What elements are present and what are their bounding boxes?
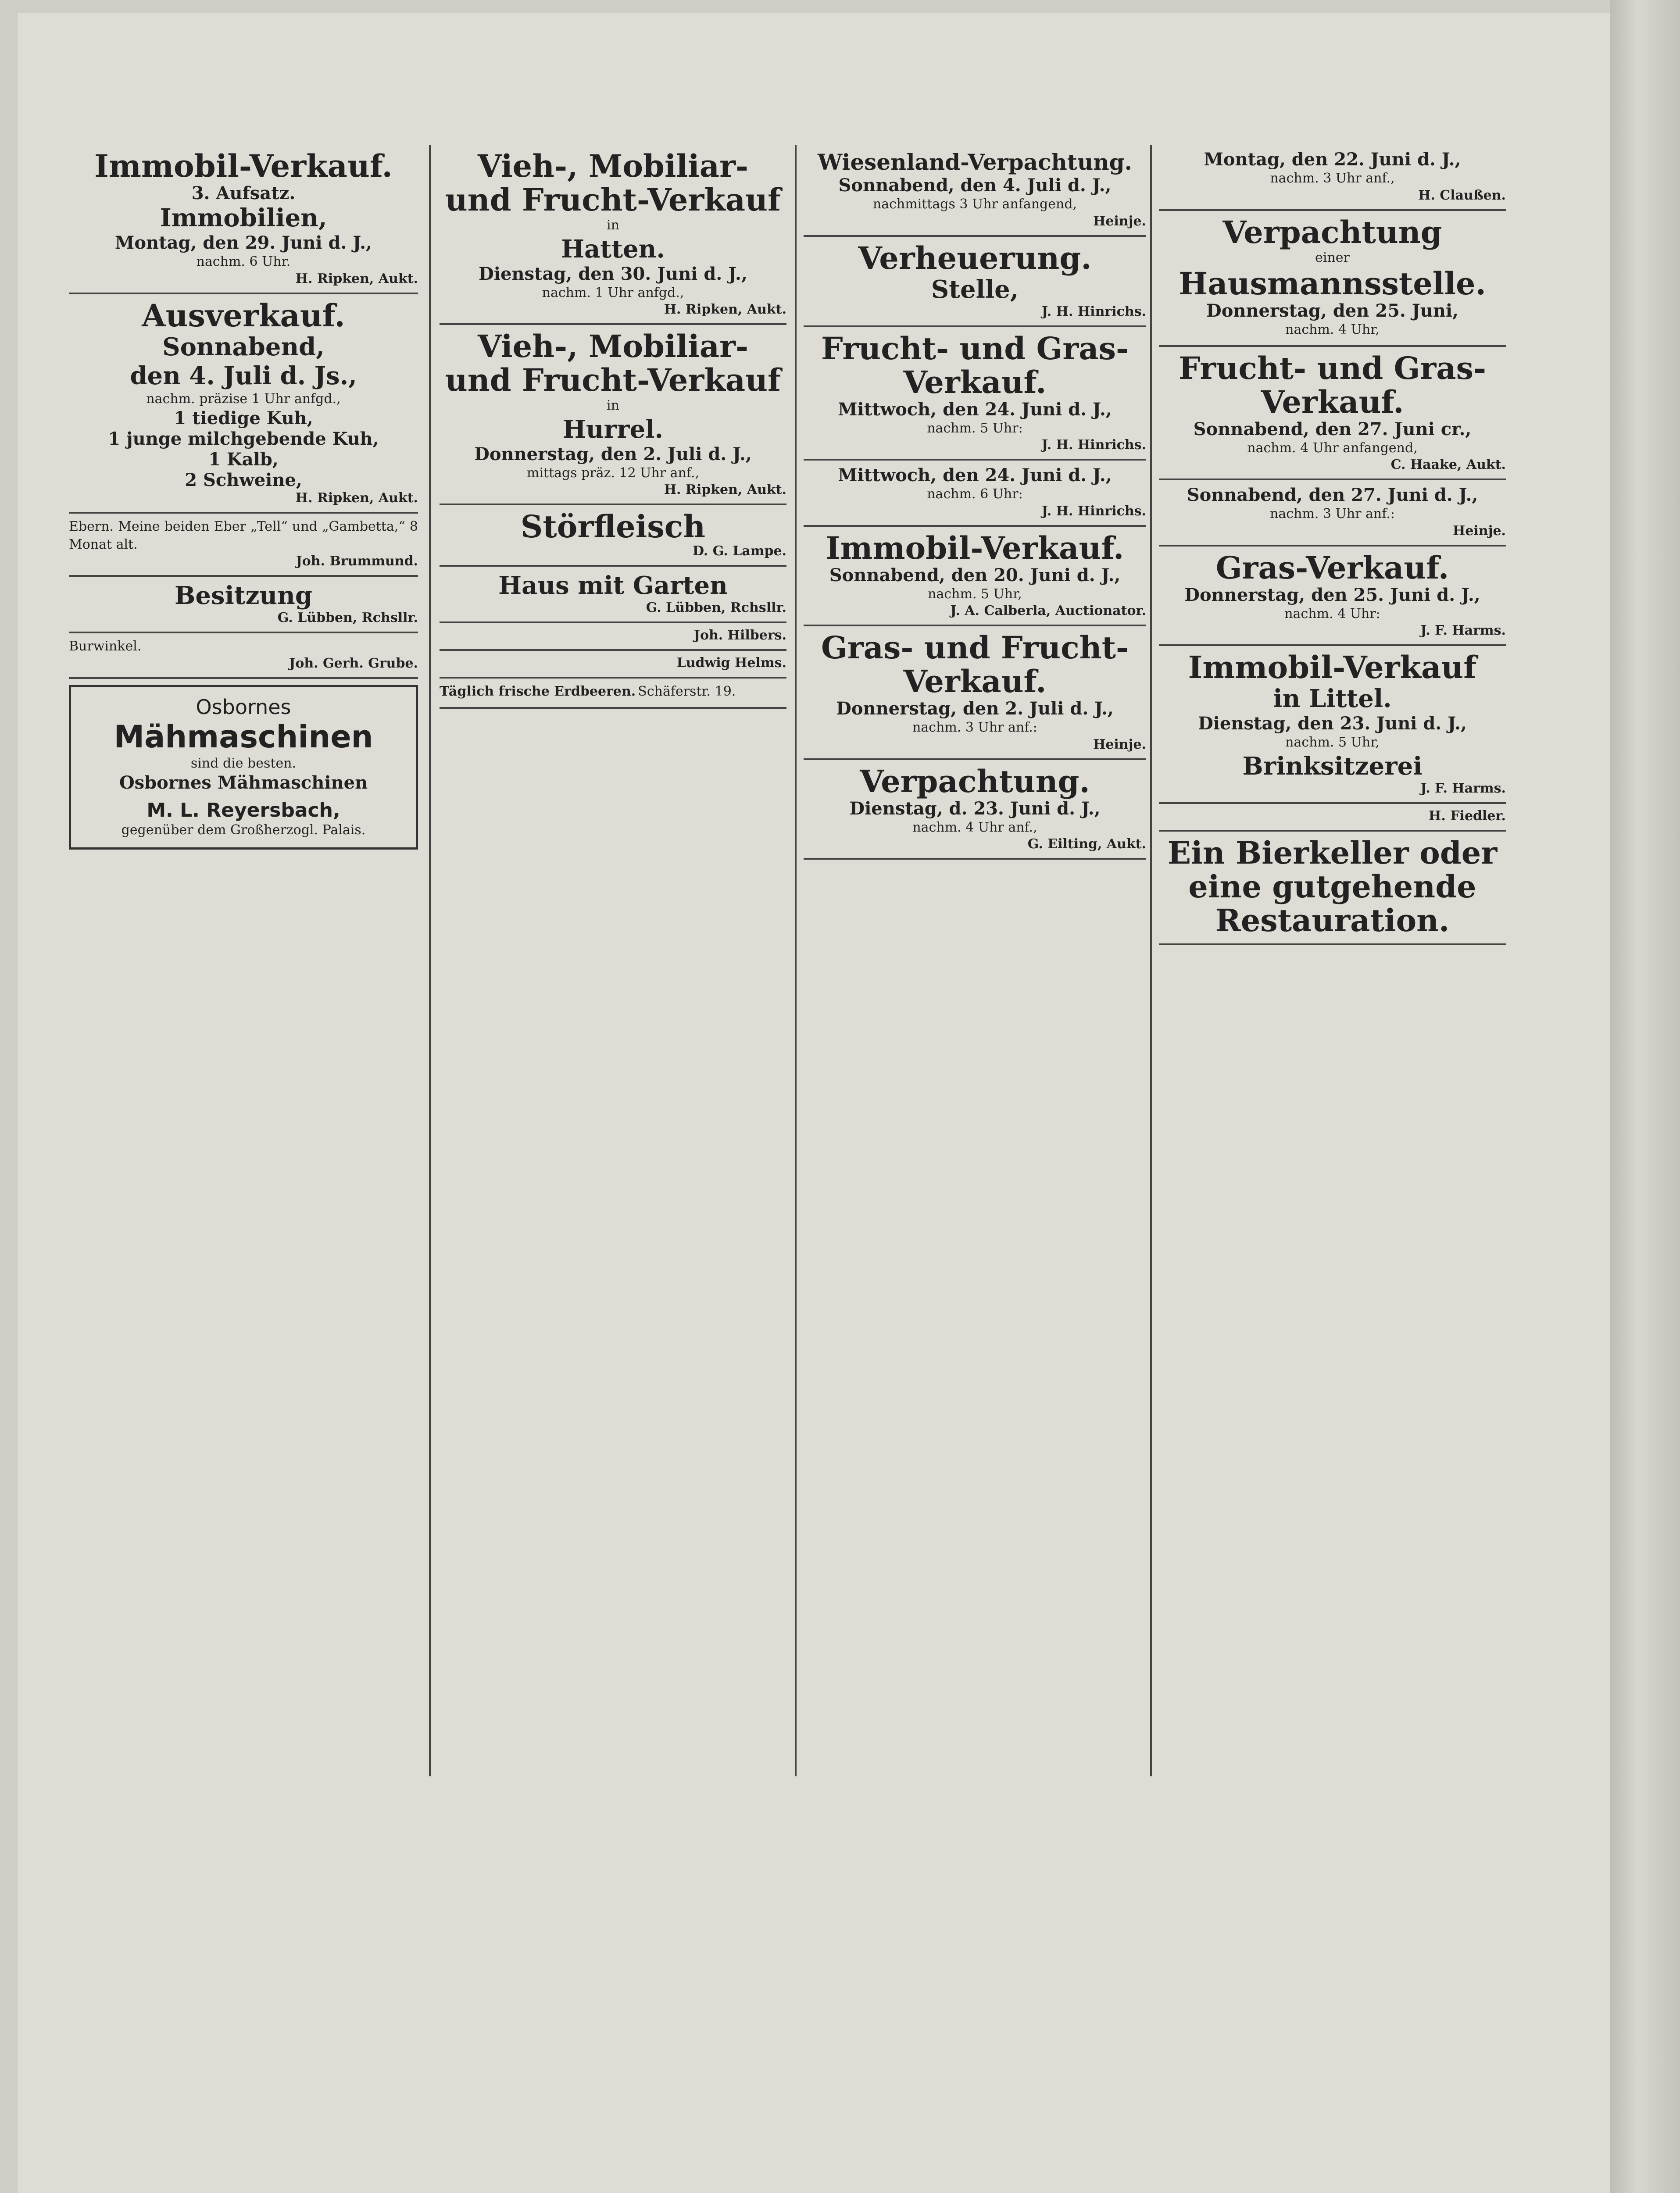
ad-time: nachm. 4 Uhr anf., — [912, 819, 1037, 835]
ad-title: Immobil-Verkauf. — [826, 529, 1124, 566]
ad-signature: Heinje. — [1452, 523, 1506, 539]
ad-date: Dienstag, den 23. Juni d. J., — [1198, 713, 1467, 734]
ad-kaihausen — [1159, 480, 1506, 546]
ad-title: Vieh-, Mobiliar- und Frucht-Verkauf — [445, 328, 781, 398]
ad-signature: H. Fiedler. — [1429, 808, 1506, 824]
ad-date: Mittwoch, den 24. Juni d. J., — [838, 465, 1112, 486]
ad-heading: Stelle, — [931, 275, 1019, 304]
ad-verkauf-hatten — [440, 145, 786, 325]
ad-signature: J. H. Hinrichs. — [1041, 437, 1146, 453]
ad-heading: Immobilien, — [160, 204, 327, 232]
ad-signature: G. Lübben, Rchsllr. — [646, 600, 786, 615]
ad-date: Sonnabend, den 27. Juni d. J., — [1187, 485, 1478, 505]
ad-signature: C. Haake, Aukt. — [1390, 457, 1506, 472]
ad-time: nachm. präzise 1 Uhr anfgd., — [146, 391, 341, 407]
ad-signature: Joh. Gerh. Grube. — [289, 655, 418, 671]
ad-time: nachm. 3 Uhr anf.: — [1270, 506, 1395, 521]
ad-time: nachm. 6 Uhr: — [927, 486, 1023, 502]
ad-time: nachm. 4 Uhr anfangend, — [1247, 440, 1418, 456]
ad-date: Dienstag, d. 23. Juni d. J., — [849, 798, 1101, 819]
box-mid: Osbornes Mähmaschinen — [119, 772, 368, 793]
column-1 — [64, 145, 423, 1899]
ad-subtitle: 3. Aufsatz. — [191, 183, 296, 204]
ad-verkauf-hurrel — [440, 325, 786, 505]
ad-place: Hurrel. — [562, 414, 664, 444]
ad-in: in — [607, 218, 619, 233]
ad-bierkeller — [1159, 832, 1506, 945]
ad-signature: Heinje. — [1093, 736, 1146, 752]
ad-heading: Besitzung — [174, 581, 312, 610]
box-address: gegenüber dem Großherzogl. Palais. — [121, 822, 366, 838]
ad-heading: Hausmannsstelle. — [1179, 265, 1486, 302]
ad-signature: D. G. Lampe. — [692, 543, 786, 559]
ad-signature: G. Eilting, Aukt. — [1027, 836, 1146, 852]
ad-time: nachm. 6 Uhr. — [196, 254, 291, 269]
ad-text: Täglich frische Erdbeeren. — [440, 684, 636, 699]
page-edge — [1610, 0, 1680, 2193]
ad-item: 2 Schweine, — [185, 470, 302, 490]
ad-signature: H. Claußen. — [1418, 187, 1506, 203]
ad-address: Schäferstr. 19. — [638, 684, 736, 699]
ad-verpachtung-hausmannsstelle — [1159, 211, 1506, 347]
column-rule — [429, 145, 431, 1776]
ad-signature: J. F. Harms. — [1420, 780, 1506, 796]
ad-signature: Heinje. — [1093, 213, 1146, 229]
ad-text: Ebern. Meine beiden Eber „Tell“ und „Gambetta,“ 8 Monat alt. — [69, 519, 418, 552]
ad-date: Sonnabend, — [162, 332, 325, 361]
ad-date: den 4. Juli d. Js., — [130, 361, 357, 390]
ad-frucht-gras — [804, 327, 1146, 461]
ad-item: 1 Kalb, — [208, 449, 279, 470]
ad-place: Hatten. — [561, 234, 665, 264]
ad-time: nachm. 5 Uhr: — [927, 420, 1023, 436]
ad-date: Mittwoch, den 24. Juni d. J., — [838, 399, 1112, 420]
ad-date: Donnerstag, den 2. Juli d. J., — [474, 443, 752, 464]
ad-radorst — [1159, 145, 1506, 211]
ad-verheuerung — [804, 237, 1146, 327]
ad-eber — [69, 514, 418, 577]
ad-signature: J. H. Hinrichs. — [1041, 304, 1146, 319]
ad-stier — [440, 651, 786, 679]
ad-time: nachmittags 3 Uhr anfangend, — [872, 196, 1077, 212]
ad-time: nachm. 5 Uhr, — [1285, 735, 1380, 750]
ad-title: Verheuerung. — [858, 239, 1092, 276]
ad-title: Ausverkauf. — [142, 297, 345, 334]
ad-heuland — [69, 633, 418, 679]
ad-time: nachm. 4 Uhr, — [1285, 322, 1380, 337]
ad-time: nachm. 4 Uhr: — [1284, 606, 1380, 621]
ad-osborne-box — [69, 685, 418, 850]
ad-title: Vieh-, Mobiliar- und Frucht-Verkauf — [445, 148, 781, 218]
ad-verpachtung-wiefelstede — [804, 760, 1146, 860]
ad-erdbeeren — [440, 679, 786, 709]
box-subtitle: sind die besten. — [190, 755, 297, 771]
column-2 — [434, 145, 792, 1899]
ad-signature: Joh. Brummund. — [296, 554, 418, 569]
ad-frucht-gras-eckfleth — [1159, 347, 1506, 481]
ad-title: Wiesenland-Verpachtung. — [818, 149, 1132, 175]
ad-time: mittags präz. 12 Uhr anf., — [527, 465, 699, 481]
ad-item: 1 tiedige Kuh, — [174, 408, 313, 429]
ad-gras-verkauf — [1159, 546, 1506, 646]
box-heading: Mähmaschinen — [114, 718, 373, 755]
ad-in: in — [607, 398, 619, 413]
ad-title: Frucht- und Gras-Verkauf. — [821, 330, 1129, 400]
ad-ausverkauf — [69, 294, 418, 514]
ad-signature: H. Ripken, Aukt. — [664, 302, 786, 317]
ad-title: Verpachtung. — [860, 763, 1090, 800]
box-title: Osbornes — [196, 695, 291, 719]
ad-title: Gras- und Frucht-Verkauf. — [821, 629, 1129, 700]
ad-heading: Brinksitzerei — [1242, 751, 1423, 781]
ad-time: nachm. 3 Uhr anf., — [1270, 171, 1395, 186]
ad-signature: H. Ripken, Aukt. — [295, 271, 418, 286]
ad-immobil-littel — [1159, 646, 1506, 804]
ad-wiesenland — [804, 145, 1146, 237]
ad-title: Immobil-Verkauf — [1188, 649, 1477, 686]
column-3 — [798, 145, 1151, 1899]
ad-date: Donnerstag, den 2. Juli d. J., — [836, 698, 1114, 719]
ad-date: Sonnabend, den 27. Juni cr., — [1193, 418, 1472, 439]
ad-title: Frucht- und Gras-Verkauf. — [1178, 350, 1487, 420]
ad-stoerfleisch — [440, 505, 786, 567]
ad-date: Montag, den 22. Juni d. J., — [1204, 149, 1461, 170]
ad-time: nachm. 3 Uhr anf.: — [912, 720, 1037, 735]
ad-date: Dienstag, den 30. Juni d. J., — [479, 263, 747, 284]
ad-text: Burwinkel. — [69, 639, 142, 654]
ad-time: nachm. 1 Uhr anfgd., — [542, 285, 684, 300]
ad-einer: einer — [1315, 250, 1350, 265]
ad-date: Donnerstag, den 25. Juni, — [1206, 300, 1458, 321]
ad-immobil-oldenburg — [804, 527, 1146, 627]
ad-haus-mit-garten — [440, 567, 786, 623]
ad-besitzung — [69, 577, 418, 633]
ad-place: in Littel. — [1273, 684, 1392, 713]
ad-signature: H. Ripken, Aukt. — [664, 482, 786, 497]
box-name: M. L. Reyersbach, — [147, 799, 340, 821]
ad-signature: J. H. Hinrichs. — [1041, 503, 1146, 519]
ad-gras-frucht — [804, 626, 1146, 760]
ad-title: Verpachtung — [1222, 214, 1442, 250]
ad-bruns — [804, 461, 1146, 527]
ad-kuhkalb — [1159, 804, 1506, 832]
ad-title: Gras-Verkauf. — [1215, 549, 1449, 586]
ad-time: nachm. 5 Uhr, — [928, 586, 1022, 602]
ad-signature: Ludwig Helms. — [676, 655, 786, 671]
column-rule — [795, 145, 797, 1776]
ad-heading: Haus mit Garten — [498, 571, 728, 600]
ad-date: Donnerstag, den 25. Juni d. J., — [1184, 584, 1480, 605]
ad-title: Störfleisch — [520, 508, 706, 545]
ad-date: Sonnabend, den 20. Juni d. J., — [829, 564, 1121, 586]
ad-moorhausen — [440, 623, 786, 651]
ad-title: Immobil-Verkauf. — [94, 148, 393, 184]
ad-date: Montag, den 29. Juni d. J., — [115, 232, 372, 253]
ad-item: 1 junge milchgebende Kuh, — [108, 429, 379, 449]
ad-signature: Joh. Hilbers. — [693, 628, 786, 643]
ad-signature: J. A. Calberla, Auctionator. — [950, 603, 1146, 618]
ad-date: Sonnabend, den 4. Juli d. J., — [838, 175, 1112, 196]
ad-immobil-verkauf — [69, 145, 418, 294]
ad-signature: G. Lübben, Rchsllr. — [277, 610, 418, 625]
column-4 — [1154, 145, 1511, 1899]
ad-heading: Ein Bierkeller oder eine gutgehende Restauration. — [1167, 834, 1498, 939]
ad-signature: J. F. Harms. — [1420, 623, 1506, 638]
ad-signature: H. Ripken, Aukt. — [295, 490, 418, 506]
